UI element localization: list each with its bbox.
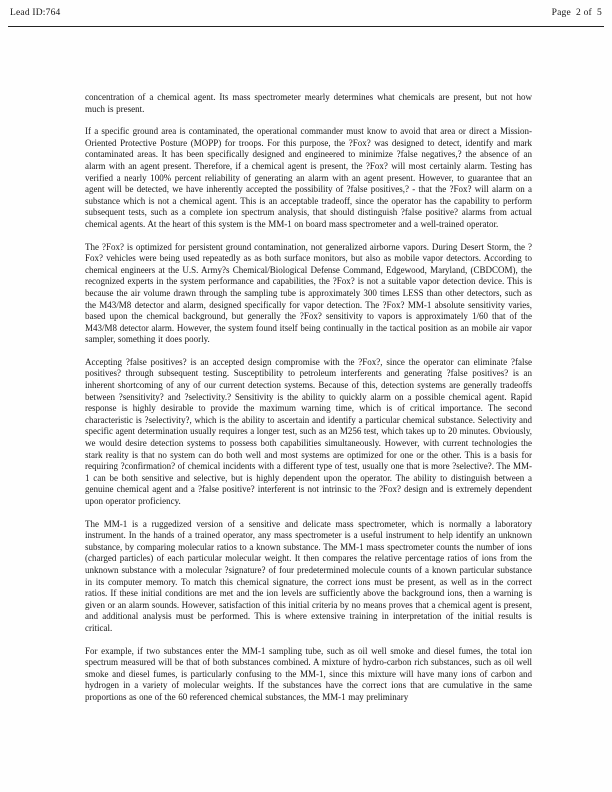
paragraph: Accepting ?false positives? is an accepted design compromise with the ?Fox?, since the operator can eliminate ?false positives? through subsequent testing. Susceptibility to petroleum interferents and generating ?false positives? is an inherent shortcoming of any of our current detection systems. Because of this, detection systems are generally tradeoffs between ?sensitivity? and ?selectivity.? Sensitivity is the ability to quickly alarm on a possible chemical agent. Rapid response is highly desirable to provide the maximum warning time, which is of critical importance. The second characteristic is ?selectivity?, which is the ability to ascertain and identify a particular chemical substance. Selectivity and specific agent determination usually requires a longer test, such as an M256 test, which takes up to 20 minutes. Obviously, we would desire detection systems to possess both capabilities simultaneously. However, with current technologies the stark reality is that no system can do both well and most systems are optimized for one or the other. This is a basis for requiring ?confirmation? of chemical incidents with a different type of test, usually one that is more ?selective?. The MM-1 can be both sensitive and selective, but is highly dependent upon the operator. The ability to distinguish between a genuine chemical agent and a ?false positive? interferent is not intrinsic to the ?Fox? design and is extremely dependent upon operator proficiency.	[85, 356, 532, 506]
page-header	[10, 8, 602, 18]
paragraph: If a specific ground area is contaminated, the operational commander must know to avoid that area or direct a Mission-Oriented Protective Posture (MOPP) for troops. For this purpose, the ?Fox? was designed to detect, identify and mark contaminated areas. It has been specifically designed and engineered to minimize ?false negatives,? the absence of an alarm with an agent present. Therefore, if a chemical agent is present, the ?Fox? will most certainly alarm. Testing has verified a nearly 100% percent reliability of generating an alarm with an agent present. However, to guarantee that an agent will be detected, we have inherently accepted the possibility of ?false positives,? - that the ?Fox? will alarm on a substance which is not a chemical agent. This is an acceptable tradeoff, since the operator has the capability to perform subsequent tests, such as a complete ion spectrum analysis, that should distinguish ?false positive? alarms from actual chemical agents. At the heart of this system is the MM-1 on board mass spectrometer and a well-trained operator.	[85, 126, 532, 229]
page-number: Page 2 of 5	[551, 8, 602, 18]
paragraph: The ?Fox? is optimized for persistent ground contamination, not generalized airborne vapors. During Desert Storm, the ?Fox? vehicles were being used repeatedly as as both surface monitors, but also as mobile vapor detectors. According to chemical engineers at the U.S. Army?s Chemical/Biological Defense Command, Edgewood, Maryland, (CBDCOM), the recognized experts in the system performance and capabilities, the ?Fox? is not a suitable vapor detection device. This is because the air volume drawn through the sampling tube is approximately 300 times LESS than other detectors, such as the M43/M8 detector and alarm, designed specifically for vapor detection. The ?Fox? MM-1 absolute sensitivity varies, based upon the chemical background, but generally the ?Fox? sensitivity to vapors is approximately 1/60 that of the M43/M8 detector alarm. However, the system found itself being continually in the tactical position as an mobile air vapor sampler, something it does poorly.	[85, 241, 532, 345]
paragraph: The MM-1 is a ruggedized version of a sensitive and delicate mass spectrometer, which is normally a laboratory instrument. In the hands of a trained operator, any mass spectrometer is a useful instrument to help identify an unknown substance, by comparing molecular ratios to a known substance. The MM-1 mass spectrometer counts the number of ions (charged particles) of each particular molecular weight. It then compares the relative percentage ratios of ions from the unknown substance with a molecular ?signature? of four predetermined molecule counts of a known particular substance in its computer memory. To match this chemical signature, the correct ions must be present, as well as in the correct ratios. If these initial conditions are met and the ion levels are sufficiently above the background ions, then a warning is given or an alarm sounds. However, satisfaction of this initial criteria by no means proves that a chemical agent is present, and additional analysis must be performed. This is where extensive training in interpretation of the initial results is critical.	[85, 518, 532, 633]
header-rule	[8, 26, 604, 27]
lead-id: Lead ID:764	[10, 8, 61, 18]
paragraph: For example, if two substances enter the MM-1 sampling tube, such as oil well smoke and diesel fumes, the total ion spectrum measured will be that of both substances combined. A mixture of hydro-carbon rich substances, such as oil well smoke and diesel fumes, is particularly confusing to the MM-1, since this mixture will have many ions of carbon and hydrogen in a variety of molecular weights. If the substances have the correct ions that are cumulative in the same proportions as one of the 60 referenced chemical substances, the MM-1 may preliminary	[85, 645, 532, 702]
document-body	[85, 92, 532, 715]
paragraph: concentration of a chemical agent. Its mass spectrometer mearly determines what chemicals are present, but not how much is present.	[85, 92, 532, 114]
